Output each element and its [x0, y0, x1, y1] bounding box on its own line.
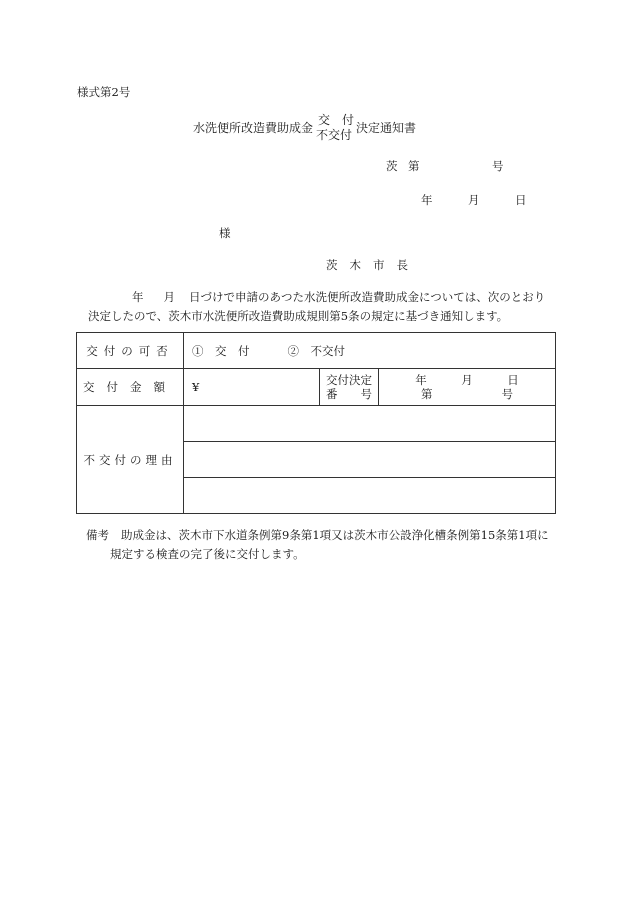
- decision-label-line2: 番 号: [326, 387, 372, 401]
- reason-line-1: [184, 406, 556, 442]
- addressee-honorific: 様: [219, 226, 231, 240]
- decision-date: 年 月 日: [415, 373, 519, 387]
- reference-dai: 第: [408, 159, 420, 173]
- date-day: 日: [515, 193, 527, 207]
- label-approval: 交付の可否: [77, 333, 184, 369]
- reference-prefix: 茨: [386, 159, 398, 173]
- notes-line-1: [86, 530, 549, 542]
- form-number: 様式第2号: [77, 85, 131, 99]
- decision-number: 第 号: [421, 387, 513, 401]
- document-title: 水洗便所改造費助成金: [193, 121, 314, 135]
- body-month: 月: [163, 290, 175, 304]
- row-reason-1: [77, 406, 556, 442]
- date-month: 月: [468, 193, 480, 207]
- title-suffix: 決定通知書: [356, 121, 417, 135]
- issuer: 茨木市長: [326, 258, 420, 272]
- option-grant: ① 交 付: [192, 343, 250, 358]
- approval-options: [184, 333, 556, 369]
- decision-table: [76, 332, 556, 514]
- amount-cell: [184, 369, 320, 406]
- title-option-grant: 交 付: [318, 113, 355, 127]
- option-nongrant: ② 不交付: [287, 343, 345, 358]
- date-year: 年: [421, 193, 433, 207]
- label-reason: 不交付の理由: [77, 406, 184, 514]
- label-amount: 交付金額: [77, 369, 184, 406]
- title-option-nongrant: 不交付: [316, 128, 353, 142]
- row-approval: [77, 333, 556, 369]
- yen-symbol: ¥: [192, 380, 200, 394]
- notes-line-2: 規定する検査の完了後に交付します。: [110, 547, 305, 561]
- decision-date-number: [379, 369, 556, 406]
- notes-label: 備考: [86, 528, 109, 542]
- reference-go: 号: [492, 159, 504, 173]
- row-amount: [77, 369, 556, 406]
- decision-number-label: [320, 369, 379, 406]
- reason-line-3: [184, 478, 556, 514]
- body-line-2: 決定したので、茨木市水洗便所改造費助成規則第5条の規定に基づき通知します。: [88, 309, 509, 323]
- decision-label-line1: 交付決定: [326, 373, 372, 387]
- body-line-1: [132, 292, 545, 304]
- notes-text-1: 助成金は、茨木市下水道条例第9条第1項又は茨木市公設浄化槽条例第15条第1項に: [121, 528, 549, 542]
- body-year: 年: [132, 290, 144, 304]
- reason-line-2: [184, 442, 556, 478]
- body-line-1-text: 日づけで申請のあつた水洗便所改造費助成金については、次のとおり: [189, 290, 546, 304]
